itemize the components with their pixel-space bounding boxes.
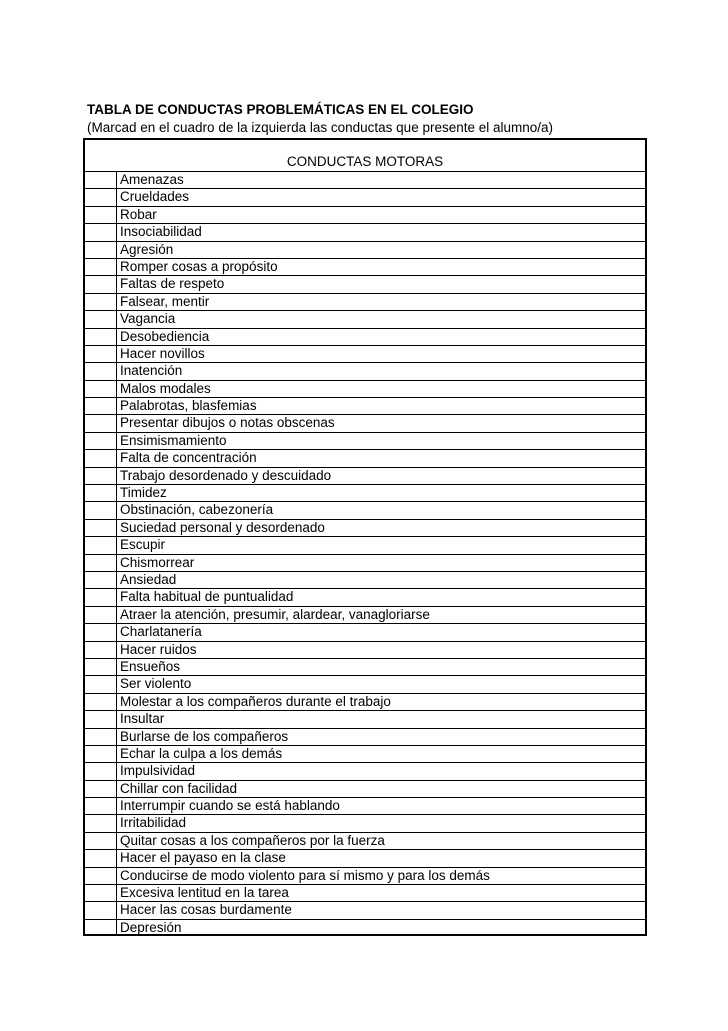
table-row bbox=[83, 728, 647, 745]
table-row bbox=[83, 310, 647, 327]
mark-checkbox-cell[interactable] bbox=[85, 329, 117, 345]
mark-checkbox-cell[interactable] bbox=[85, 676, 117, 692]
table-row bbox=[83, 588, 647, 605]
mark-checkbox-cell[interactable] bbox=[85, 502, 117, 518]
mark-checkbox-cell[interactable] bbox=[85, 642, 117, 658]
table-row bbox=[83, 606, 647, 623]
mark-checkbox-cell[interactable] bbox=[85, 520, 117, 536]
behavior-label: Falta habitual de puntualidad bbox=[120, 589, 294, 605]
mark-checkbox-cell[interactable] bbox=[85, 607, 117, 623]
mark-checkbox-cell[interactable] bbox=[85, 781, 117, 797]
behavior-label: Crueldades bbox=[120, 189, 190, 205]
table-row bbox=[83, 797, 647, 814]
behavior-table bbox=[83, 138, 647, 936]
behavior-label: Inatención bbox=[120, 363, 183, 379]
table-row bbox=[83, 641, 647, 658]
mark-checkbox-cell[interactable] bbox=[85, 902, 117, 918]
behavior-label: Palabrotas, blasfemias bbox=[120, 398, 257, 414]
table-row bbox=[83, 380, 647, 397]
behavior-label: Echar la culpa a los demás bbox=[120, 745, 283, 761]
mark-checkbox-cell[interactable] bbox=[85, 920, 117, 934]
behavior-label: Hacer el payaso en la clase bbox=[120, 850, 286, 866]
table-row bbox=[83, 849, 647, 866]
mark-checkbox-cell[interactable] bbox=[85, 694, 117, 710]
table-row bbox=[83, 345, 647, 362]
document-subtitle: (Marcad en el cuadro de la izquierda las conductas que presente el alumno/a) bbox=[87, 120, 554, 135]
table-row bbox=[83, 867, 647, 884]
section-header-motor: CONDUCTAS MOTORAS bbox=[83, 153, 647, 171]
mark-checkbox-cell[interactable] bbox=[85, 207, 117, 223]
behavior-label: Quitar cosas a los compañeros por la fuerza bbox=[120, 832, 385, 848]
table-row bbox=[83, 536, 647, 553]
behavior-label: Depresión bbox=[120, 919, 182, 935]
mark-checkbox-cell[interactable] bbox=[85, 468, 117, 484]
behavior-label: Vagancia bbox=[120, 311, 176, 327]
mark-checkbox-cell[interactable] bbox=[85, 711, 117, 727]
table-row bbox=[83, 745, 647, 762]
behavior-label: Charlatanería bbox=[120, 624, 202, 640]
behavior-label: Ensueños bbox=[120, 658, 181, 674]
mark-checkbox-cell[interactable] bbox=[85, 294, 117, 310]
mark-checkbox-cell[interactable] bbox=[85, 746, 117, 762]
mark-checkbox-cell[interactable] bbox=[85, 415, 117, 431]
mark-checkbox-cell[interactable] bbox=[85, 798, 117, 814]
behavior-label: Ser violento bbox=[120, 676, 192, 692]
mark-checkbox-cell[interactable] bbox=[85, 398, 117, 414]
behavior-label: Conducirse de modo violento para sí mismo y para los demás bbox=[120, 867, 490, 883]
table-top-blank-row bbox=[83, 138, 647, 153]
table-row bbox=[83, 519, 647, 536]
table-row bbox=[83, 501, 647, 518]
table-row bbox=[83, 449, 647, 466]
mark-checkbox-cell[interactable] bbox=[85, 363, 117, 379]
table-row bbox=[83, 919, 647, 936]
behavior-label: Escupir bbox=[120, 537, 166, 553]
table-row bbox=[83, 814, 647, 831]
behavior-label: Romper cosas a propósito bbox=[120, 258, 278, 274]
behavior-label: Timidez bbox=[120, 485, 167, 501]
behavior-label: Excesiva lentitud en la tarea bbox=[120, 885, 289, 901]
mark-checkbox-cell[interactable] bbox=[85, 189, 117, 205]
mark-checkbox-cell[interactable] bbox=[85, 485, 117, 501]
table-row bbox=[83, 901, 647, 918]
mark-checkbox-cell[interactable] bbox=[85, 885, 117, 901]
behavior-label: Presentar dibujos o notas obscenas bbox=[120, 415, 335, 431]
mark-checkbox-cell[interactable] bbox=[85, 729, 117, 745]
behavior-label: Hacer ruidos bbox=[120, 641, 197, 657]
mark-checkbox-cell[interactable] bbox=[85, 172, 117, 188]
mark-checkbox-cell[interactable] bbox=[85, 868, 117, 884]
behavior-label: Chillar con facilidad bbox=[120, 780, 238, 796]
behavior-label: Suciedad personal y desordenado bbox=[120, 519, 325, 535]
table-row bbox=[83, 206, 647, 223]
behavior-label: Molestar a los compañeros durante el trabajo bbox=[120, 693, 391, 709]
behavior-label: Desobediencia bbox=[120, 328, 210, 344]
mark-checkbox-cell[interactable] bbox=[85, 833, 117, 849]
mark-checkbox-cell[interactable] bbox=[85, 763, 117, 779]
table-row bbox=[83, 571, 647, 588]
table-row bbox=[83, 397, 647, 414]
table-row bbox=[83, 762, 647, 779]
mark-checkbox-cell[interactable] bbox=[85, 381, 117, 397]
behavior-label: Insociabilidad bbox=[120, 224, 202, 240]
table-row bbox=[83, 414, 647, 431]
mark-checkbox-cell[interactable] bbox=[85, 850, 117, 866]
behavior-label: Malos modales bbox=[120, 380, 211, 396]
table-row bbox=[83, 780, 647, 797]
behavior-label: Falsear, mentir bbox=[120, 293, 210, 309]
table-row bbox=[83, 328, 647, 345]
mark-checkbox-cell[interactable] bbox=[85, 815, 117, 831]
behavior-label: Impulsividad bbox=[120, 763, 196, 779]
mark-checkbox-cell[interactable] bbox=[85, 624, 117, 640]
mark-checkbox-cell[interactable] bbox=[85, 450, 117, 466]
table-row bbox=[83, 241, 647, 258]
behavior-label: Hacer novillos bbox=[120, 345, 205, 361]
table-row bbox=[83, 484, 647, 501]
table-row bbox=[83, 832, 647, 849]
table-row bbox=[83, 658, 647, 675]
table-row bbox=[83, 623, 647, 640]
table-row bbox=[83, 467, 647, 484]
mark-checkbox-cell[interactable] bbox=[85, 311, 117, 327]
behavior-label: Amenazas bbox=[120, 172, 184, 187]
mark-checkbox-cell[interactable] bbox=[85, 659, 117, 675]
behavior-label: Interrumpir cuando se está hablando bbox=[120, 798, 340, 814]
behavior-label: Insultar bbox=[120, 711, 165, 727]
behavior-label: Obstinación, cabezonería bbox=[120, 502, 274, 518]
behavior-label: Agresión bbox=[120, 241, 174, 257]
mark-checkbox-cell[interactable] bbox=[85, 276, 117, 292]
mark-checkbox-cell[interactable] bbox=[85, 224, 117, 240]
behavior-label: Trabajo desordenado y descuidado bbox=[120, 467, 332, 483]
table-row bbox=[83, 675, 647, 692]
table-row bbox=[83, 188, 647, 205]
mark-checkbox-cell[interactable] bbox=[85, 242, 117, 258]
table-row bbox=[83, 554, 647, 571]
mark-checkbox-cell[interactable] bbox=[85, 537, 117, 553]
table-row bbox=[83, 884, 647, 901]
behavior-label: Robar bbox=[120, 206, 157, 222]
mark-checkbox-cell[interactable] bbox=[85, 589, 117, 605]
mark-checkbox-cell[interactable] bbox=[85, 572, 117, 588]
behavior-label: Hacer las cosas burdamente bbox=[120, 902, 292, 918]
mark-checkbox-cell[interactable] bbox=[85, 346, 117, 362]
mark-checkbox-cell[interactable] bbox=[85, 259, 117, 275]
behavior-label: Faltas de respeto bbox=[120, 276, 225, 292]
document-title: TABLA DE CONDUCTAS PROBLEMÁTICAS EN EL COLEGIO bbox=[87, 102, 474, 117]
behavior-label: Chismorrear bbox=[120, 554, 195, 570]
behavior-label: Ensimismamiento bbox=[120, 432, 227, 448]
table-row bbox=[83, 362, 647, 379]
behavior-rows bbox=[83, 171, 647, 936]
table-row bbox=[83, 171, 647, 188]
table-row bbox=[83, 693, 647, 710]
table-row bbox=[83, 432, 647, 449]
behavior-label: Ansiedad bbox=[120, 571, 177, 587]
table-row bbox=[83, 223, 647, 240]
table-row bbox=[83, 710, 647, 727]
behavior-label: Falta de concentración bbox=[120, 450, 257, 466]
table-row bbox=[83, 258, 647, 275]
behavior-label: Irritabilidad bbox=[120, 815, 187, 831]
table-row bbox=[83, 293, 647, 310]
behavior-label: Atraer la atención, presumir, alardear, vanagloriarse bbox=[120, 606, 430, 622]
mark-checkbox-cell[interactable] bbox=[85, 555, 117, 571]
table-row bbox=[83, 275, 647, 292]
behavior-label: Burlarse de los compañeros bbox=[120, 728, 289, 744]
mark-checkbox-cell[interactable] bbox=[85, 433, 117, 449]
